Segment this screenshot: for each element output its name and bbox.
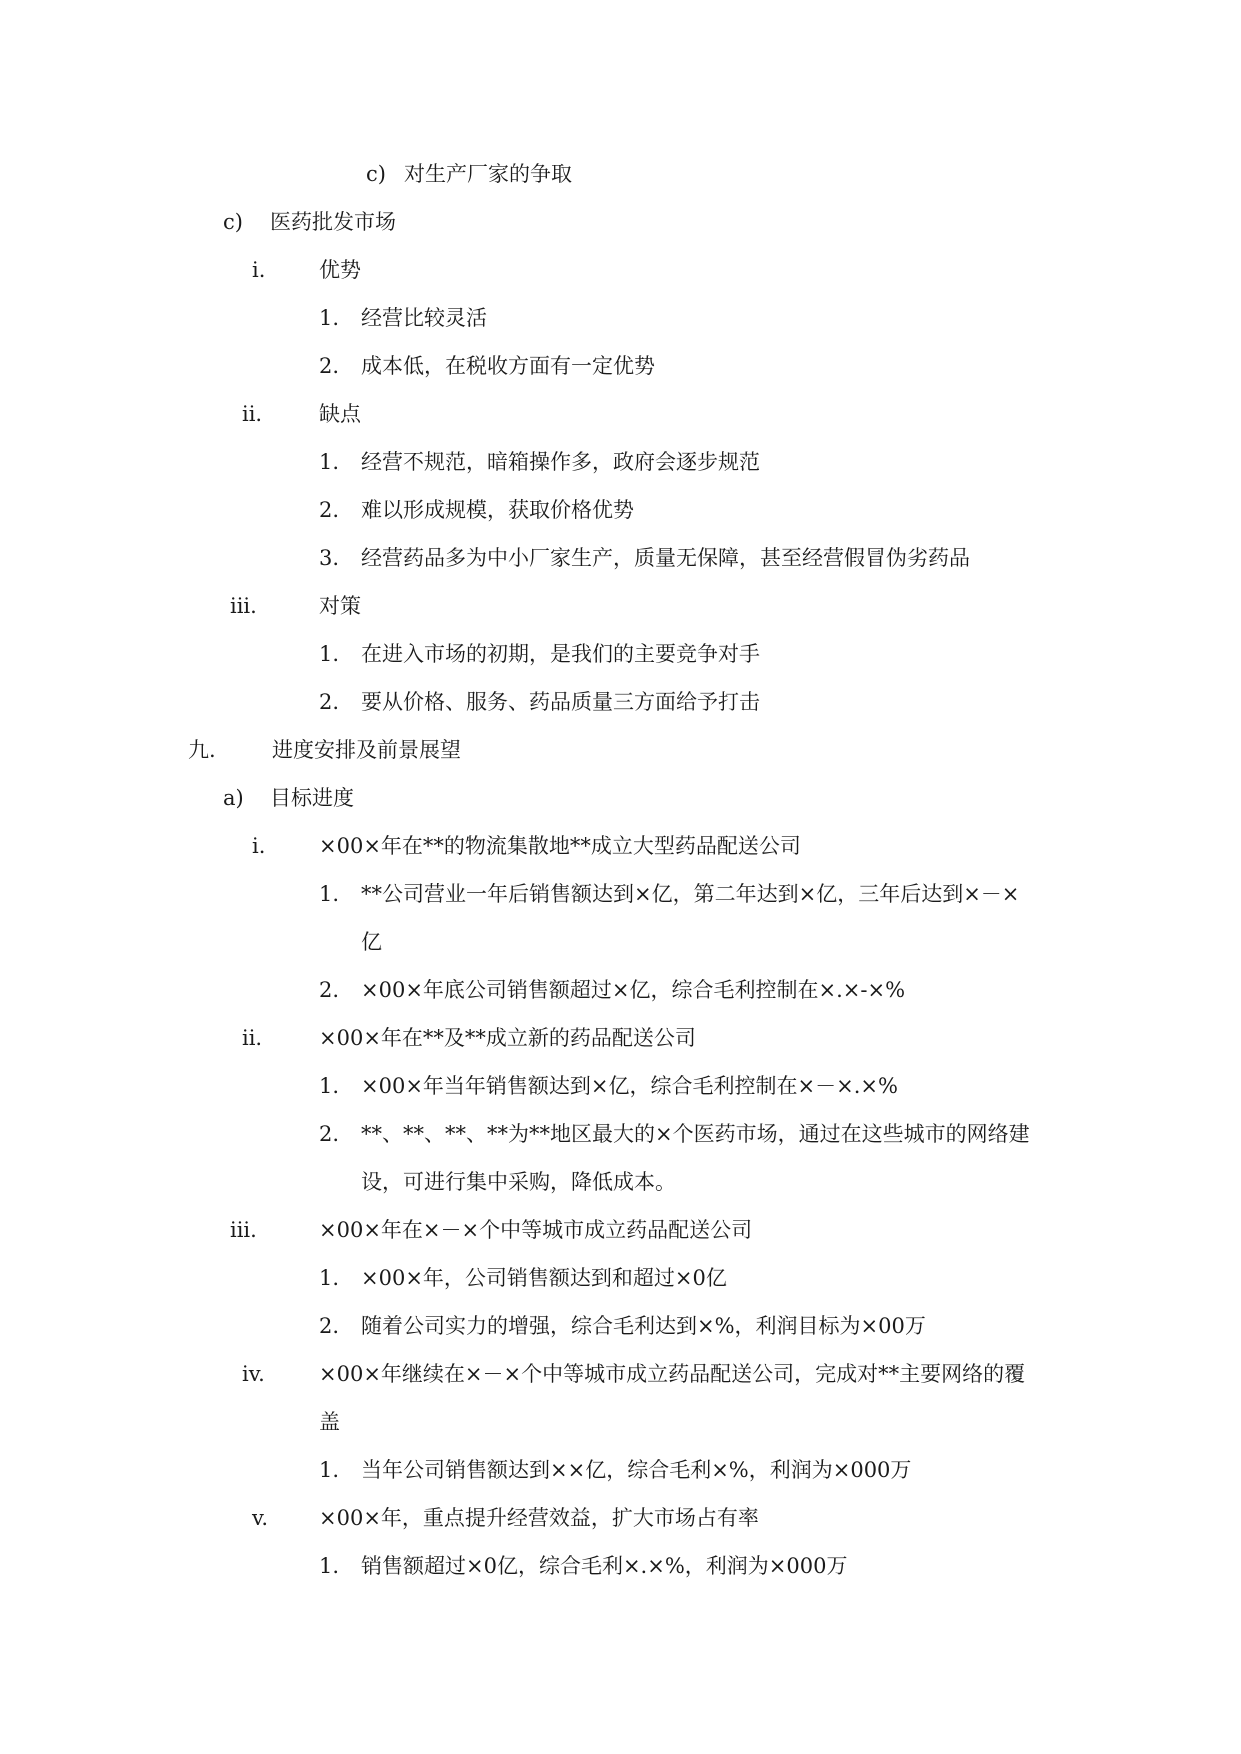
outline-item-1 (0, 294, 1241, 342)
list-text: ×00×年底公司销售额超过×亿，综合毛利控制在×.×-×% (361, 978, 906, 1002)
list-marker: ii. (242, 402, 263, 426)
outline-item-1 (0, 438, 1241, 486)
section-heading (0, 726, 1241, 774)
list-marker: 1. (319, 1458, 340, 1482)
list-marker: ii. (242, 1026, 263, 1050)
outline-item-ii (0, 1014, 1241, 1062)
list-marker: 2. (319, 498, 340, 522)
list-text: 对生产厂家的争取 (404, 162, 572, 186)
list-text: 经营比较灵活 (361, 306, 487, 330)
list-text: 对策 (319, 594, 361, 618)
list-marker: iv. (242, 1362, 265, 1386)
list-marker: i. (252, 258, 266, 282)
list-text: 亿 (361, 930, 382, 954)
list-marker: iii. (230, 1218, 257, 1242)
list-text: **公司营业一年后销售额达到×亿，第二年达到×亿，三年后达到×－× (361, 882, 1020, 906)
list-marker: 2. (319, 1122, 340, 1146)
outline-item-2 (0, 966, 1241, 1014)
list-marker: 1. (319, 1554, 340, 1578)
list-text: ×00×年，公司销售额达到和超过×0亿 (361, 1266, 727, 1290)
list-text: 进度安排及前景展望 (272, 738, 461, 762)
outline-item-2 (0, 1110, 1241, 1158)
list-text: 设，可进行集中采购，降低成本。 (361, 1170, 676, 1194)
list-marker: 2. (319, 354, 340, 378)
list-text: 随着公司实力的增强，综合毛利达到×%，利润目标为×00万 (361, 1314, 926, 1338)
outline-item-3 (0, 534, 1241, 582)
list-marker: 1. (319, 642, 340, 666)
list-text: ×00×年在**及**成立新的药品配送公司 (319, 1026, 696, 1050)
list-marker: c) (366, 162, 386, 186)
outline-item-2 (0, 342, 1241, 390)
outline-item-continuation (0, 1158, 1241, 1206)
list-text: 销售额超过×0亿，综合毛利×.×%，利润为×000万 (361, 1554, 848, 1578)
list-marker: i. (252, 834, 266, 858)
list-text: 优势 (319, 258, 361, 282)
outline-item-a (0, 774, 1241, 822)
list-text: 经营不规范，暗箱操作多，政府会逐步规范 (361, 450, 760, 474)
list-text: ×00×年继续在×－×个中等城市成立药品配送公司，完成对**主要网络的覆 (319, 1362, 1026, 1386)
outline-item-1 (0, 630, 1241, 678)
outline-item-c (0, 150, 1241, 198)
list-text: 医药批发市场 (270, 210, 396, 234)
outline-item-2 (0, 486, 1241, 534)
list-text: 缺点 (319, 402, 361, 426)
outline-item-ii (0, 390, 1241, 438)
outline-item-i (0, 246, 1241, 294)
list-text: 要从价格、服务、药品质量三方面给予打击 (361, 690, 760, 714)
outline-item-i (0, 822, 1241, 870)
list-text: ×00×年，重点提升经营效益，扩大市场占有率 (319, 1506, 759, 1530)
list-text: 经营药品多为中小厂家生产，质量无保障，甚至经营假冒伪劣药品 (361, 546, 970, 570)
list-text: ×00×年当年销售额达到×亿，综合毛利控制在×－×.×% (361, 1074, 898, 1098)
list-marker: iii. (230, 594, 257, 618)
list-text: 目标进度 (270, 786, 354, 810)
outline-item-iv (0, 1350, 1241, 1398)
outline-item-1 (0, 1446, 1241, 1494)
list-marker: 2. (319, 978, 340, 1002)
list-marker: 2. (319, 690, 340, 714)
list-marker: 1. (319, 1266, 340, 1290)
list-text: 盖 (319, 1410, 340, 1434)
outline-item-v (0, 1494, 1241, 1542)
outline-item-2 (0, 678, 1241, 726)
list-text: 成本低，在税收方面有一定优势 (361, 354, 655, 378)
outline-item-continuation (0, 918, 1241, 966)
outline-item-1 (0, 1062, 1241, 1110)
outline-item-iii (0, 582, 1241, 630)
list-marker: c) (223, 210, 243, 234)
outline-item-c (0, 198, 1241, 246)
list-marker: 1. (319, 882, 340, 906)
outline-item-1 (0, 1542, 1241, 1590)
outline-item-2 (0, 1302, 1241, 1350)
list-text: ×00×年在×－×个中等城市成立药品配送公司 (319, 1218, 753, 1242)
list-marker: 1. (319, 1074, 340, 1098)
list-text: 当年公司销售额达到××亿，综合毛利×%，利润为×000万 (361, 1458, 912, 1482)
list-marker: 1. (319, 450, 340, 474)
list-marker: 2. (319, 1314, 340, 1338)
outline-item-iii (0, 1206, 1241, 1254)
list-text: ×00×年在**的物流集散地**成立大型药品配送公司 (319, 834, 801, 858)
list-text: 难以形成规模，获取价格优势 (361, 498, 634, 522)
list-marker: a) (223, 786, 244, 810)
list-marker: 1. (319, 306, 340, 330)
list-text: 在进入市场的初期，是我们的主要竞争对手 (361, 642, 760, 666)
outline-item-1 (0, 870, 1241, 918)
list-text: **、**、**、**为**地区最大的×个医药市场，通过在这些城市的网络建 (361, 1122, 1030, 1146)
outline-item-1 (0, 1254, 1241, 1302)
list-marker: 3. (319, 546, 340, 570)
list-marker: v. (252, 1506, 269, 1530)
outline-item-continuation (0, 1398, 1241, 1446)
list-marker: 九. (188, 738, 216, 762)
